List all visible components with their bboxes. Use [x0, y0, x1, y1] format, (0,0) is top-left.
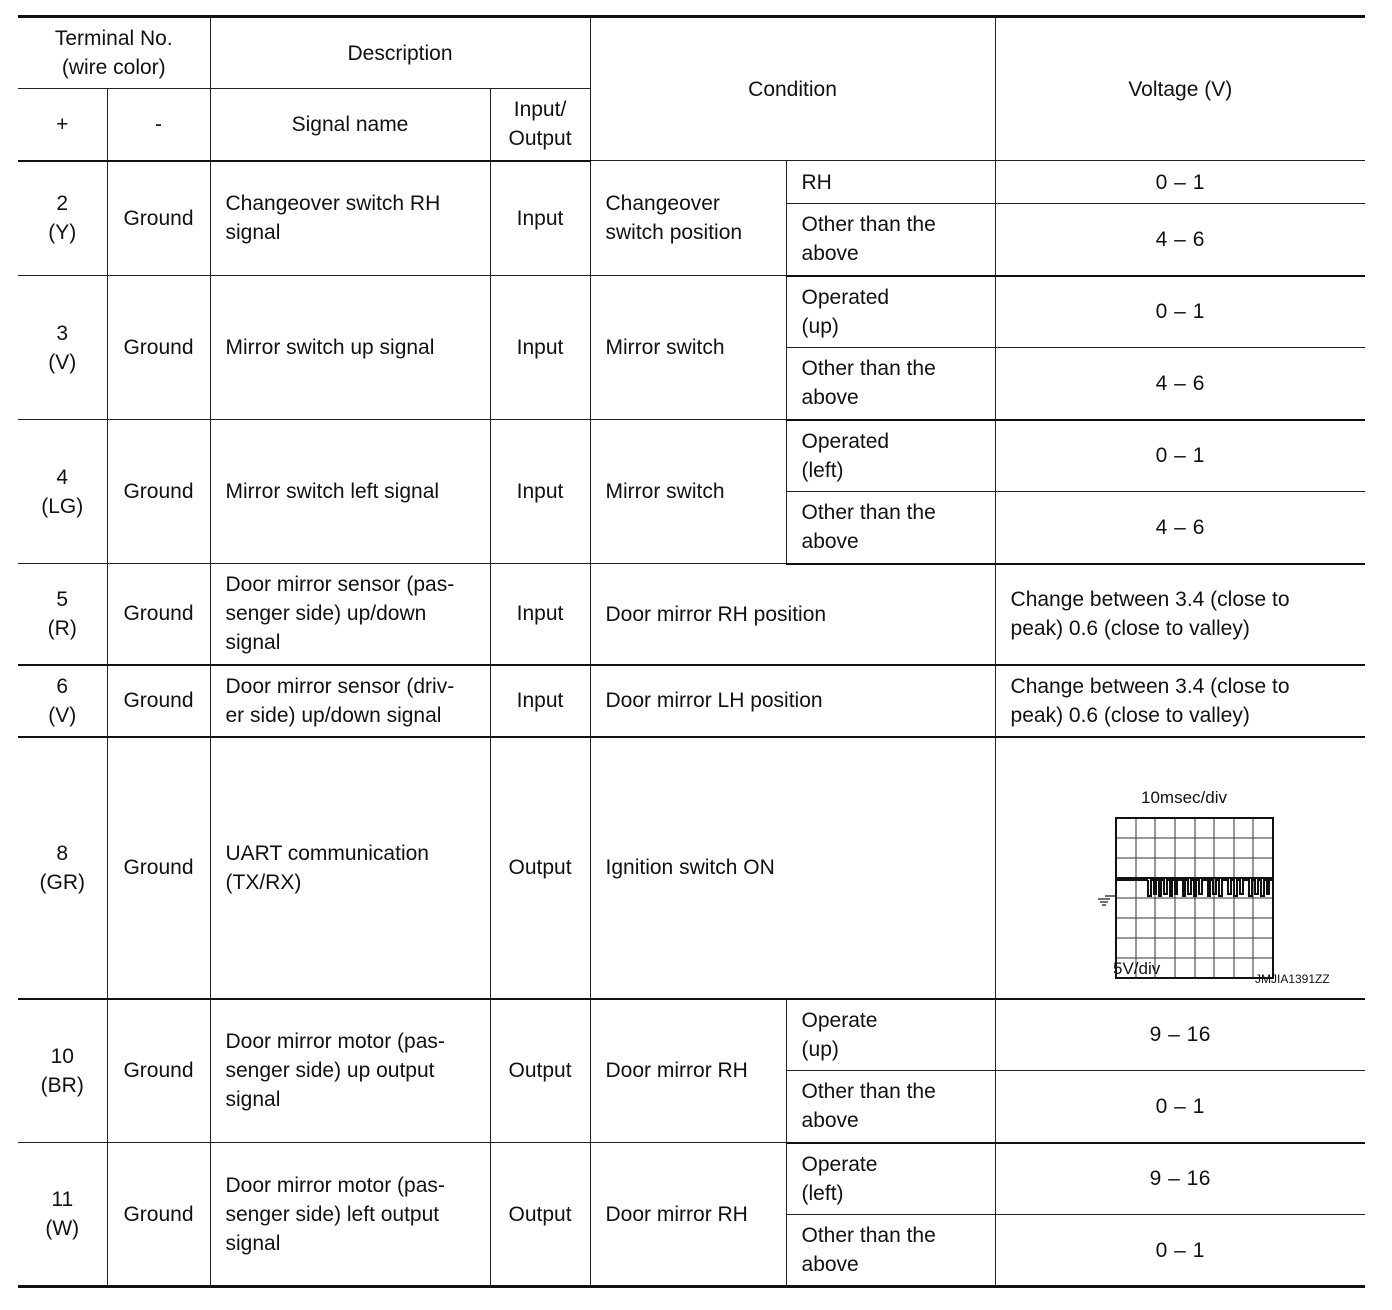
condition-sub: Other than the above	[786, 492, 995, 564]
terminal-number: 10 (BR)	[18, 999, 107, 1143]
condition-main: Door mirror RH	[590, 1143, 786, 1287]
signal-name: Mirror switch up signal	[210, 276, 490, 420]
condition-main: Changeover switch position	[590, 161, 786, 276]
input-output: Input	[490, 276, 590, 420]
condition-main: Door mirror RH position	[590, 564, 995, 665]
ground-terminal: Ground	[107, 276, 210, 420]
oscilloscope-waveform	[1005, 758, 1355, 986]
input-output: Input	[490, 161, 590, 276]
voltage-value: 9 – 16	[995, 999, 1365, 1071]
voltage-value: 0 – 1	[995, 1215, 1365, 1287]
voltage-value: Change between 3.4 (close to peak) 0.6 (close to valley)	[995, 564, 1365, 665]
header-condition: Condition	[590, 17, 995, 161]
figure-code-label: JMJIA1391ZZ	[1255, 971, 1330, 986]
header-plus: +	[18, 89, 107, 161]
condition-sub: Operate (left)	[786, 1143, 995, 1215]
terminal-number: 6 (V)	[18, 665, 107, 737]
terminal-number: 5 (R)	[18, 564, 107, 665]
ground-terminal: Ground	[107, 999, 210, 1143]
voltage-value: 0 – 1	[995, 276, 1365, 348]
terminal-number: 2 (Y)	[18, 161, 107, 276]
voltage-value: 0 – 1	[995, 420, 1365, 492]
voltage-value: 9 – 16	[995, 1143, 1365, 1215]
signal-name: Door mirror sensor (pas- senger side) up/down signal	[210, 564, 490, 665]
signal-name: Changeover switch RH signal	[210, 161, 490, 276]
condition-sub: Other than the above	[786, 204, 995, 276]
condition-sub: Operated (left)	[786, 420, 995, 492]
ground-terminal: Ground	[107, 737, 210, 999]
condition-sub: Other than the above	[786, 348, 995, 420]
terminal-number: 8 (GR)	[18, 737, 107, 999]
terminal-number: 3 (V)	[18, 276, 107, 420]
header-minus: -	[107, 89, 210, 161]
condition-main: Door mirror LH position	[590, 665, 995, 737]
condition-sub: Other than the above	[786, 1071, 995, 1143]
voltage-value: 4 – 6	[995, 348, 1365, 420]
uart-signal-trace	[1116, 880, 1273, 896]
header-signal-name: Signal name	[210, 89, 490, 161]
condition-sub: Operate (up)	[786, 999, 995, 1071]
condition-main: Mirror switch	[590, 276, 786, 420]
time-division-label: 10msec/div	[1141, 787, 1228, 807]
input-output: Output	[490, 1143, 590, 1287]
ground-terminal: Ground	[107, 665, 210, 737]
ground-terminal: Ground	[107, 161, 210, 276]
signal-name: Mirror switch left signal	[210, 420, 490, 564]
voltage-division-label: 5V/div	[1113, 958, 1161, 978]
voltage-value: Change between 3.4 (close to peak) 0.6 (close to valley)	[995, 665, 1365, 737]
signal-name: Door mirror sensor (driv- er side) up/down signal	[210, 665, 490, 737]
signal-name: UART communication (TX/RX)	[210, 737, 490, 999]
scope-grid	[1116, 818, 1273, 978]
voltage-value: 4 – 6	[995, 204, 1365, 276]
header-input-output: Input/ Output	[490, 89, 590, 161]
input-output: Output	[490, 999, 590, 1143]
signal-name: Door mirror motor (pas- senger side) left output signal	[210, 1143, 490, 1287]
terminal-number: 4 (LG)	[18, 420, 107, 564]
ground-terminal: Ground	[107, 420, 210, 564]
input-output: Input	[490, 564, 590, 665]
header-description: Description	[210, 17, 590, 89]
voltage-value: 0 – 1	[995, 161, 1365, 204]
terminal-table	[18, 15, 1365, 1288]
ground-terminal: Ground	[107, 564, 210, 665]
signal-name: Door mirror motor (pas- senger side) up output signal	[210, 999, 490, 1143]
voltage-value: 4 – 6	[995, 492, 1365, 564]
input-output: Input	[490, 665, 590, 737]
condition-sub: Operated (up)	[786, 276, 995, 348]
condition-sub: RH	[786, 161, 995, 204]
condition-main: Door mirror RH	[590, 999, 786, 1143]
condition-sub: Other than the above	[786, 1215, 995, 1287]
header-voltage: Voltage (V)	[995, 17, 1365, 161]
voltage-value: 0 – 1	[995, 1071, 1365, 1143]
oscilloscope-cell	[995, 737, 1365, 999]
header-terminal-no: Terminal No. (wire color)	[18, 17, 210, 89]
input-output: Output	[490, 737, 590, 999]
terminal-number: 11 (W)	[18, 1143, 107, 1287]
input-output: Input	[490, 420, 590, 564]
condition-main: Ignition switch ON	[590, 737, 995, 999]
condition-main: Mirror switch	[590, 420, 786, 564]
ground-terminal: Ground	[107, 1143, 210, 1287]
ground-reference-icon	[1098, 896, 1116, 905]
